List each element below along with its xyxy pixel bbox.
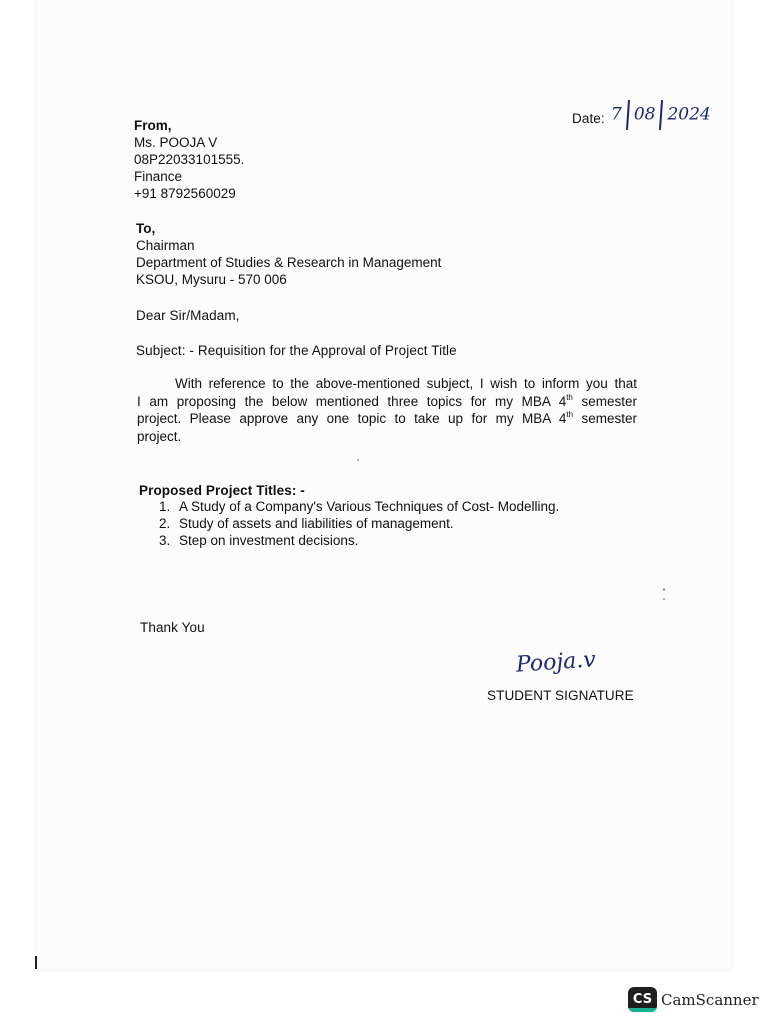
date-month: 08 [633,104,656,125]
body-line-2 [137,393,637,411]
date-separator [626,100,630,130]
camscanner-brand: CamScanner [661,990,759,1009]
camscanner-logo-icon: CS [628,987,657,1012]
project-title: Step on investment decisions. [179,533,359,548]
subject-line: Subject: - Requisition for the Approval of Project Title [136,343,457,358]
closing: Thank You [140,620,205,635]
list-item [159,532,559,549]
sender-name: Ms. POOJA V [134,135,218,150]
body-paragraph [137,375,637,445]
handwritten-signature: Pooja.v [515,647,597,678]
recipient-designation: Chairman [136,238,195,253]
body-line-3-end: semester [573,411,637,426]
body-line-3-text: project. Please approve any one topic to take up for my MBA 4 [137,411,567,426]
body-line-4: project. [137,428,182,444]
handwritten-date [611,100,711,130]
from-heading: From, [134,118,172,133]
recipient-block [136,220,441,288]
list-number: 1. [159,499,171,514]
body-line-2-end: semester [572,393,637,409]
scan-speck [663,588,665,591]
sender-reg-no: 08P22033101555. [134,152,245,167]
scan-speck [357,459,359,461]
signature-label: STUDENT SIGNATURE [487,688,634,703]
project-title: A Study of a Company's Various Techniques of Cost- Modelling. [179,499,560,514]
body-line-1: With reference to the above-mentioned subject, I wish to inform you that [175,376,637,391]
list-item [159,515,559,532]
camscanner-watermark [628,987,759,1012]
scan-speck [663,598,665,600]
ordinal-suffix: th [566,392,573,402]
to-heading: To, [136,221,156,236]
list-number: 2. [159,516,171,531]
sender-specialization: Finance [134,169,183,184]
date-label: Date: [572,111,605,126]
recipient-address: KSOU, Mysuru - 570 006 [136,272,287,287]
body-line-3 [137,410,637,428]
date-year: 2024 [667,104,711,125]
proposed-titles-heading: Proposed Project Titles: - [139,483,305,498]
body-line-2-text: I am proposing the below mentioned three topics for my MBA 4 [137,393,567,409]
list-number: 3. [159,533,171,548]
date-separator [659,100,663,130]
project-titles-list [159,498,559,549]
sender-phone: +91 8792560029 [134,186,236,201]
project-title: Study of assets and liabilities of management. [179,516,454,531]
date-day: 7 [611,104,622,125]
greeting: Dear Sir/Madam, [136,308,240,323]
list-item [159,498,559,515]
scan-edge-mark [35,956,37,969]
ordinal-suffix: th [566,410,574,419]
recipient-department: Department of Studies & Research in Management [136,255,442,270]
sender-block [134,117,244,202]
